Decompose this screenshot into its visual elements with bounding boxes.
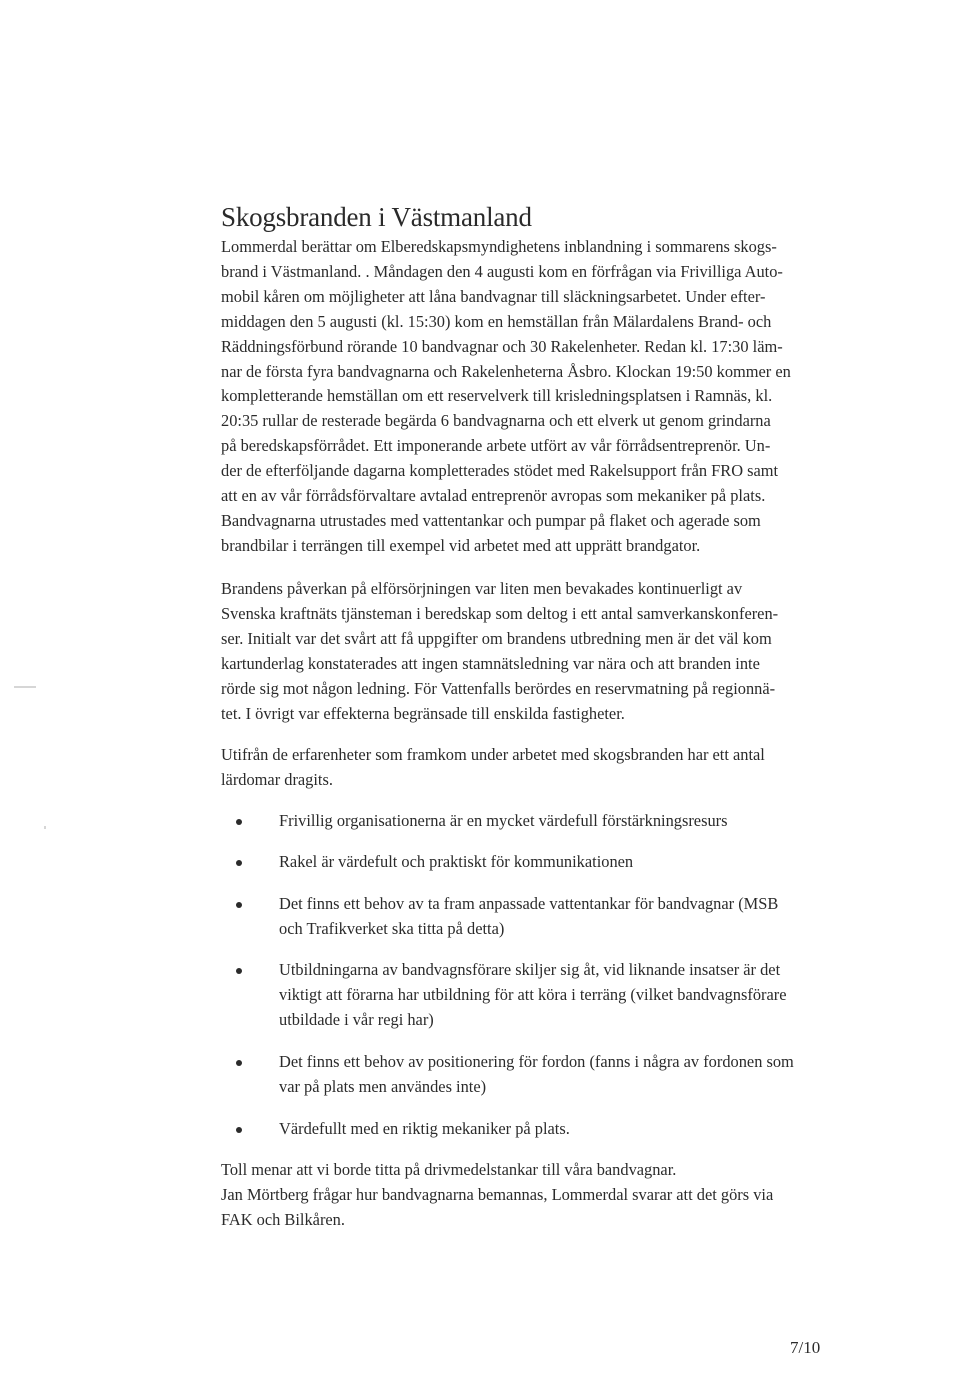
text-line: FAK och Bilkåren. <box>221 1209 345 1229</box>
text-line: att en av vår förrådsförvaltare avtalad entreprenör avropas som mekaniker på plats. <box>221 486 766 506</box>
list-item-text <box>279 1050 794 1100</box>
paragraph-lessons-intro <box>221 743 821 793</box>
paragraph-discussion <box>221 1158 821 1233</box>
text-line: Svenska kraftnäts tjänsteman i beredskap som deltog i ett antal samverkanskonferen- <box>221 603 779 623</box>
text-line: der de efterföljande dagarna kompletterades stödet med Rakelsupport från FRO samt <box>221 461 779 481</box>
text-line: Frivillig organisationerna är en mycket värdefull förstärkningsresurs <box>279 811 728 830</box>
bullet-icon <box>236 1060 242 1066</box>
list-item-text <box>279 1117 570 1142</box>
text-line: på beredskapsförrådet. Ett imponerande arbete utfört av vår förrådsentreprenör. Un- <box>221 436 771 456</box>
bullet-icon <box>236 860 242 866</box>
scan-mark <box>44 826 46 829</box>
text-line: utbildade i vår regi har) <box>279 1009 434 1029</box>
bullet-icon <box>236 902 242 908</box>
paragraph-intro <box>221 235 821 559</box>
text-line: lärdomar dragits. <box>221 769 333 789</box>
text-line: Lommerdal berättar om Elberedskapsmyndighetens inblandning i sommarens skogs- <box>221 237 777 256</box>
text-line: Utbildningarna av bandvagnsförare skiljer sig åt, vid liknande insatser är det <box>279 960 781 979</box>
list-item-text <box>279 958 786 1033</box>
text-line: Toll menar att vi borde titta på drivmedelstankar till våra bandvagnar. <box>221 1160 677 1179</box>
text-line: Bandvagnarna utrustades med vattentankar och pumpar på flaket och agerade som <box>221 510 761 530</box>
text-line: kompletterande hemställan om ett reservelverk till krisledningsplatsen i Ramnäs, kl. <box>221 386 773 406</box>
bullet-icon <box>236 968 242 974</box>
text-line: middagen den 5 augusti (kl. 15:30) kom en hemställan från Mälardalens Brand- och <box>221 311 772 331</box>
text-line: brandbilar i terrängen till exempel vid arbetet med att upprätt brandgator. <box>221 535 701 555</box>
bullet-icon <box>236 819 242 825</box>
text-line: brand i Västmanland. . Måndagen den 4 augusti kom en förfrågan via Frivilliga Auto- <box>221 261 783 281</box>
text-line: kartunderlag konstaterades att ingen stamnätsledning var nära och att branden inte <box>221 653 760 673</box>
text-line: 20:35 rullar de resterade begärda 6 bandvagnarna och ett elverk ut genom grindarna <box>221 411 771 431</box>
scan-mark <box>14 686 36 688</box>
text-line: tet. I övrigt var effekterna begränsade till enskilda fastigheter. <box>221 703 625 723</box>
text-line: Utifrån de erfarenheter som framkom under arbetet med skogsbranden har ett antal <box>221 745 765 764</box>
text-line: ser. Initialt var det svårt att få uppgifter om brandens utbredning men är det väl kom <box>221 628 772 648</box>
list-item-text <box>279 809 728 834</box>
text-line: Rakel är värdefult och praktiskt för kommunikationen <box>279 852 634 871</box>
list-item-text <box>279 892 778 942</box>
text-line: Det finns ett behov av positionering för fordon (fanns i några av fordonen som <box>279 1052 794 1071</box>
document-title: Skogsbranden i Västmanland <box>221 202 532 232</box>
page-number: 7/10 <box>790 1338 821 1357</box>
text-line: och Trafikverket ska titta på detta) <box>279 918 505 938</box>
text-line: Brandens påverkan på elförsörjningen var liten men bevakades kontinuerligt av <box>221 579 743 598</box>
text-line: Värdefullt med en riktig mekaniker på plats. <box>279 1119 570 1138</box>
paragraph-power-impact <box>221 577 821 726</box>
text-line: var på plats men användes inte) <box>279 1076 487 1096</box>
text-line: Jan Mörtberg frågar hur bandvagnarna bemannas, Lommerdal svarar att det görs via <box>221 1184 774 1204</box>
text-line: Räddningsförbund rörande 10 bandvagnar och 30 Rakelenheter. Redan kl. 17:30 läm- <box>221 336 783 356</box>
text-line: mobil kåren om möjligheter att låna bandvagnar till släckningsarbetet. Under efter- <box>221 286 766 306</box>
list-item-text <box>279 850 633 875</box>
text-line: nar de första fyra bandvagnarna och Rakelenheterna Åsbro. Klockan 19:50 kommer en <box>221 361 791 381</box>
bullet-icon <box>236 1127 242 1133</box>
text-line: rörde sig mot någon ledning. För Vattenfalls berördes en reservmatning på regionnä- <box>221 678 776 698</box>
text-line: viktigt att förarna har utbildning för att köra i terräng (vilket bandvagnsförare <box>279 984 787 1004</box>
text-line: Det finns ett behov av ta fram anpassade vattentankar för bandvagnar (MSB <box>279 894 779 913</box>
